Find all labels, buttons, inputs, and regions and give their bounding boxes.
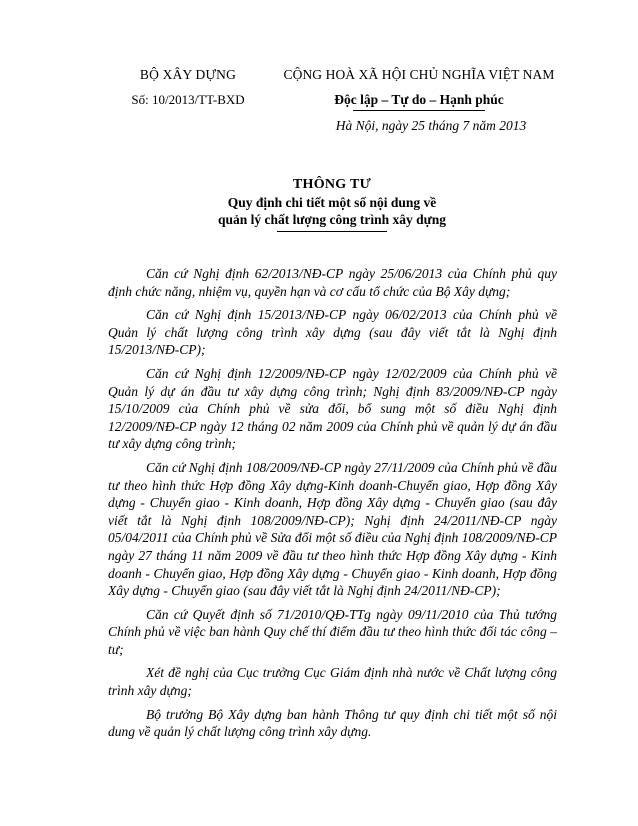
ministry-name: BỘ XÂY DỰNG	[139, 67, 237, 82]
preamble	[108, 265, 557, 747]
preamble-paragraph: Bộ trưởng Bộ Xây dựng ban hành Thông tư quy định chi tiết một số nội dung về quản lý chất lượng công trình xây dựng.	[108, 706, 557, 740]
national-title: CỘNG HOÀ XÃ HỘI CHỦ NGHĨA VIỆT NAM	[283, 67, 555, 82]
preamble-paragraph: Xét đề nghị của Cục trưởng Cục Giám định nhà nước về Chất lượng công trình xây dựng;	[108, 665, 557, 699]
preamble-paragraph: Căn cứ Nghị định 108/2009/NĐ-CP ngày 27/11/2009 của Chính phủ về đầu tư theo hình thức Hợp đồng Xây dựng-Kinh doanh-Chuyển giao, Hợp đồng Xây dựng - Chuyển giao - Kinh doanh, Hợp đồng Xây dựng - Chuyển giao (sau đây viết tắt là Nghị định 108/2009/NĐ-CP); Nghị định 24/2011/NĐ-CP ngày 05/04/2011 của Chính phủ về Sửa đổi một số điều của Nghị định 108/2009/NĐ-CP ngày 27 tháng 11 năm 2009 về đầu tư theo hình thức Hợp đồng Xây dựng - Kinh doanh - Chuyển giao, Hợp đồng Xây dựng - Chuyển giao - Kinh doanh, Hợp đồng Xây dựng - Chuyển giao (sau đây viết tắt là Nghị định 24/2011/NĐ-CP);	[108, 459, 557, 599]
place-and-date: Hà Nội, ngày 25 tháng 7 năm 2013	[335, 118, 527, 133]
document-subject-line-1: Quy định chi tiết một số nội dung về	[227, 195, 437, 210]
preamble-paragraph: Căn cứ Nghị định 12/2009/NĐ-CP ngày 12/02/2009 của Chính phủ về Quản lý dự án đầu tư xây dựng công trình; Nghị định 83/2009/NĐ-CP ngày 15/10/2009 của Chính phủ về sửa đổi, bổ sung một số điều Nghị định 12/2009/NĐ-CP ngày 12 tháng 02 năm 2009 của Chính phủ về quản lý dự án đầu tư xây dựng công trình;	[108, 365, 557, 452]
document-title-block	[108, 176, 556, 232]
title-underline	[277, 231, 387, 232]
national-header-block	[258, 66, 580, 134]
document-number: Số: 10/2013/TT-BXD	[131, 92, 245, 107]
motto-underline	[353, 110, 485, 111]
preamble-paragraph: Căn cứ Nghị định 62/2013/NĐ-CP ngày 25/06/2013 của Chính phủ quy định chức năng, nhiệm vụ, quyền hạn và cơ cấu tổ chức của Bộ Xây dựng;	[108, 266, 557, 299]
preamble-paragraph: Căn cứ Quyết định số 71/2010/QĐ-TTg ngày 09/11/2010 của Thủ tướng Chính phủ về việc ban hành Quy chế thí điểm đầu tư theo hình thức đối tác công – tư;	[108, 606, 557, 657]
document-type: THÔNG TƯ	[292, 177, 372, 192]
document-subject-line-2: quản lý chất lượng công trình xây dựng	[217, 212, 447, 227]
preamble-paragraph: Căn cứ Nghị định 15/2013/NĐ-CP ngày 06/02/2013 của Chính phủ về Quản lý chất lượng công trình xây dựng (sau đây viết tắt là Nghị định 15/2013/NĐ-CP);	[108, 307, 557, 358]
national-motto: Độc lập – Tự do – Hạnh phúc	[334, 92, 504, 107]
issuing-agency-block	[108, 66, 268, 108]
